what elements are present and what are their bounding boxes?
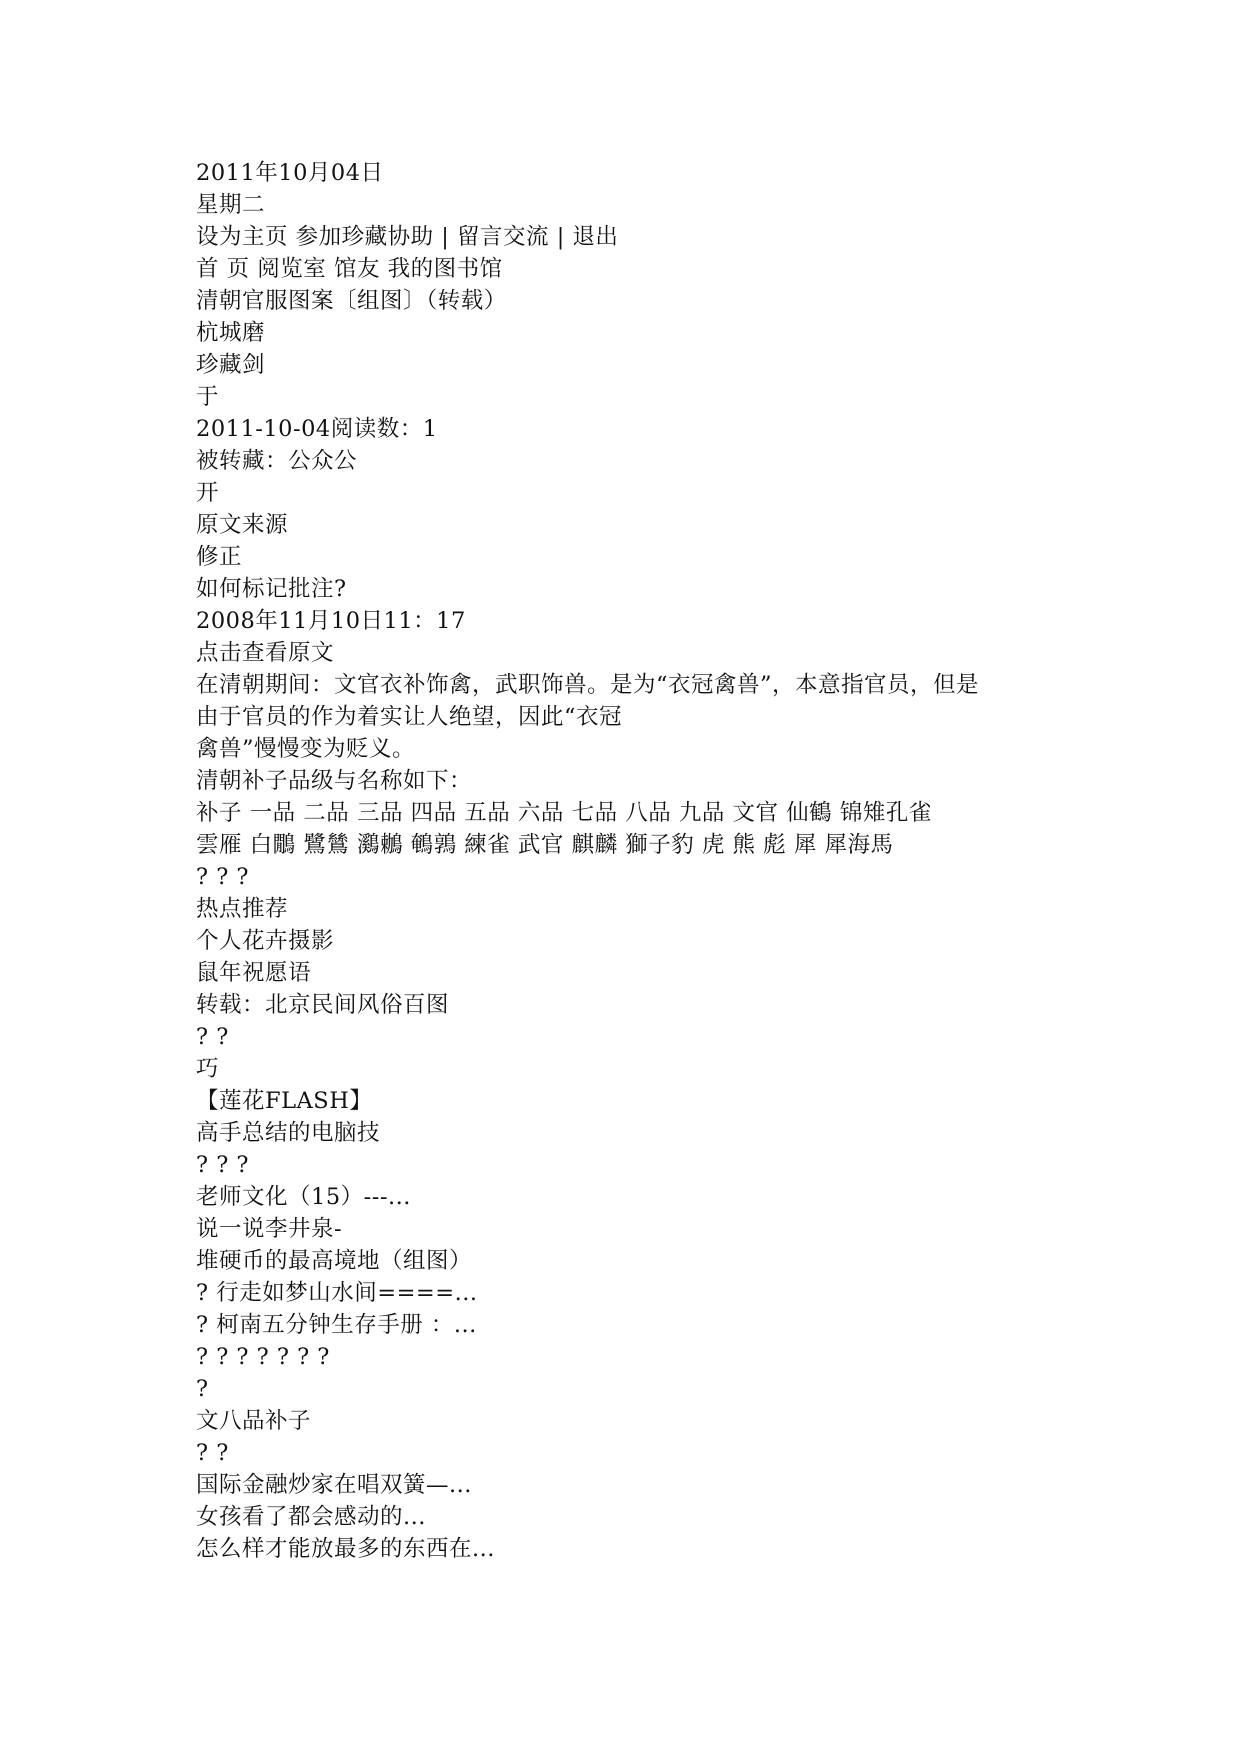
recommend-item: 说一说李井泉- [196,1216,343,1242]
rank-heading: 清朝补子品级与名称如下： [196,768,473,794]
recommend-item: 【莲花FLASH】 [196,1088,373,1114]
garbled-line: ? ? ? [196,1152,249,1178]
recommend-item: ? 行走如梦山水间====... [196,1280,478,1306]
recommend-item: 转载：北京民间风俗百图 [196,992,450,1018]
recommend-item: 鼠年祝愿语 [196,960,312,986]
author-line-3: 于 [196,384,220,410]
body-paragraph-line-2: 由于官员的作为着实让人绝望，因此“衣冠 [196,704,623,730]
top-links-line: 设为主页 参加珍藏协助 | 留言交流 | 退出 [196,224,619,250]
read-count-line: 2011-10-04阅读数：1 [196,416,438,442]
body-paragraph-line-3: 禽兽”慢慢变为贬义。 [196,736,416,762]
garbled-line: ? ? [196,1440,229,1466]
rank-table-line-2: 雲雁 白鷳 鷺鷥 鸂鶒 鵪鶉 練雀 武官 麒麟 獅子豹 虎 熊 彪 犀 犀海馬 [196,832,894,858]
recommend-item: 女孩看了都会感动的... [196,1504,426,1530]
hot-recommend-heading: 热点推荐 [196,896,289,922]
view-original-line: 点击查看原文 [196,640,335,666]
garbled-line: ? ? ? [196,864,249,890]
article-title: 清朝官服图案〔组图〕（转载） [196,288,507,314]
recommend-item: 文八品补子 [196,1408,312,1434]
recommend-item: ? 柯南五分钟生存手册 ：... [196,1312,477,1338]
weekday-line: 星期二 [196,192,266,218]
recommend-item: 高手总结的电脑技 [196,1120,381,1146]
annotation-help-line: 如何标记批注? [196,576,347,602]
garbled-line: ? ? ? ? ? ? ? [196,1344,330,1370]
garbled-line: ? ? [196,1024,229,1050]
recommend-item: 个人花卉摄影 [196,928,335,954]
author-line-2: 珍藏剑 [196,352,266,378]
edit-line: 修正 [196,544,243,570]
recommend-item: 巧 [196,1056,220,1082]
nav-line: 首 页 阅览室 馆友 我的图书馆 [196,256,503,282]
original-date-line: 2008年11月10日11：17 [196,608,466,634]
recommend-item: 国际金融炒家在唱双簧—... [196,1472,472,1498]
rank-table-line-1: 补子 一品 二品 三品 四品 五品 六品 七品 八品 九品 文官 仙鶴 锦雉孔雀 [196,800,932,826]
recommend-item: 堆硬币的最高境地（组图） [196,1248,473,1274]
source-line: 原文来源 [196,512,289,538]
document-page [196,157,1056,1565]
author-line-1: 杭城磨 [196,320,266,346]
reposted-line-2: 开 [196,480,220,506]
garbled-line: ? [196,1376,209,1402]
recommend-item: 怎么样才能放最多的东西在... [196,1536,495,1562]
body-paragraph-line-1: 在清朝期间：文官衣补饰禽，武职饰兽。是为“衣冠禽兽”，本意指官员，但是 [196,672,980,698]
date-line: 2011年10月04日 [196,160,384,186]
reposted-line: 被转藏：公众公 [196,448,358,474]
recommend-item: 老师文化（15）---... [196,1184,411,1210]
